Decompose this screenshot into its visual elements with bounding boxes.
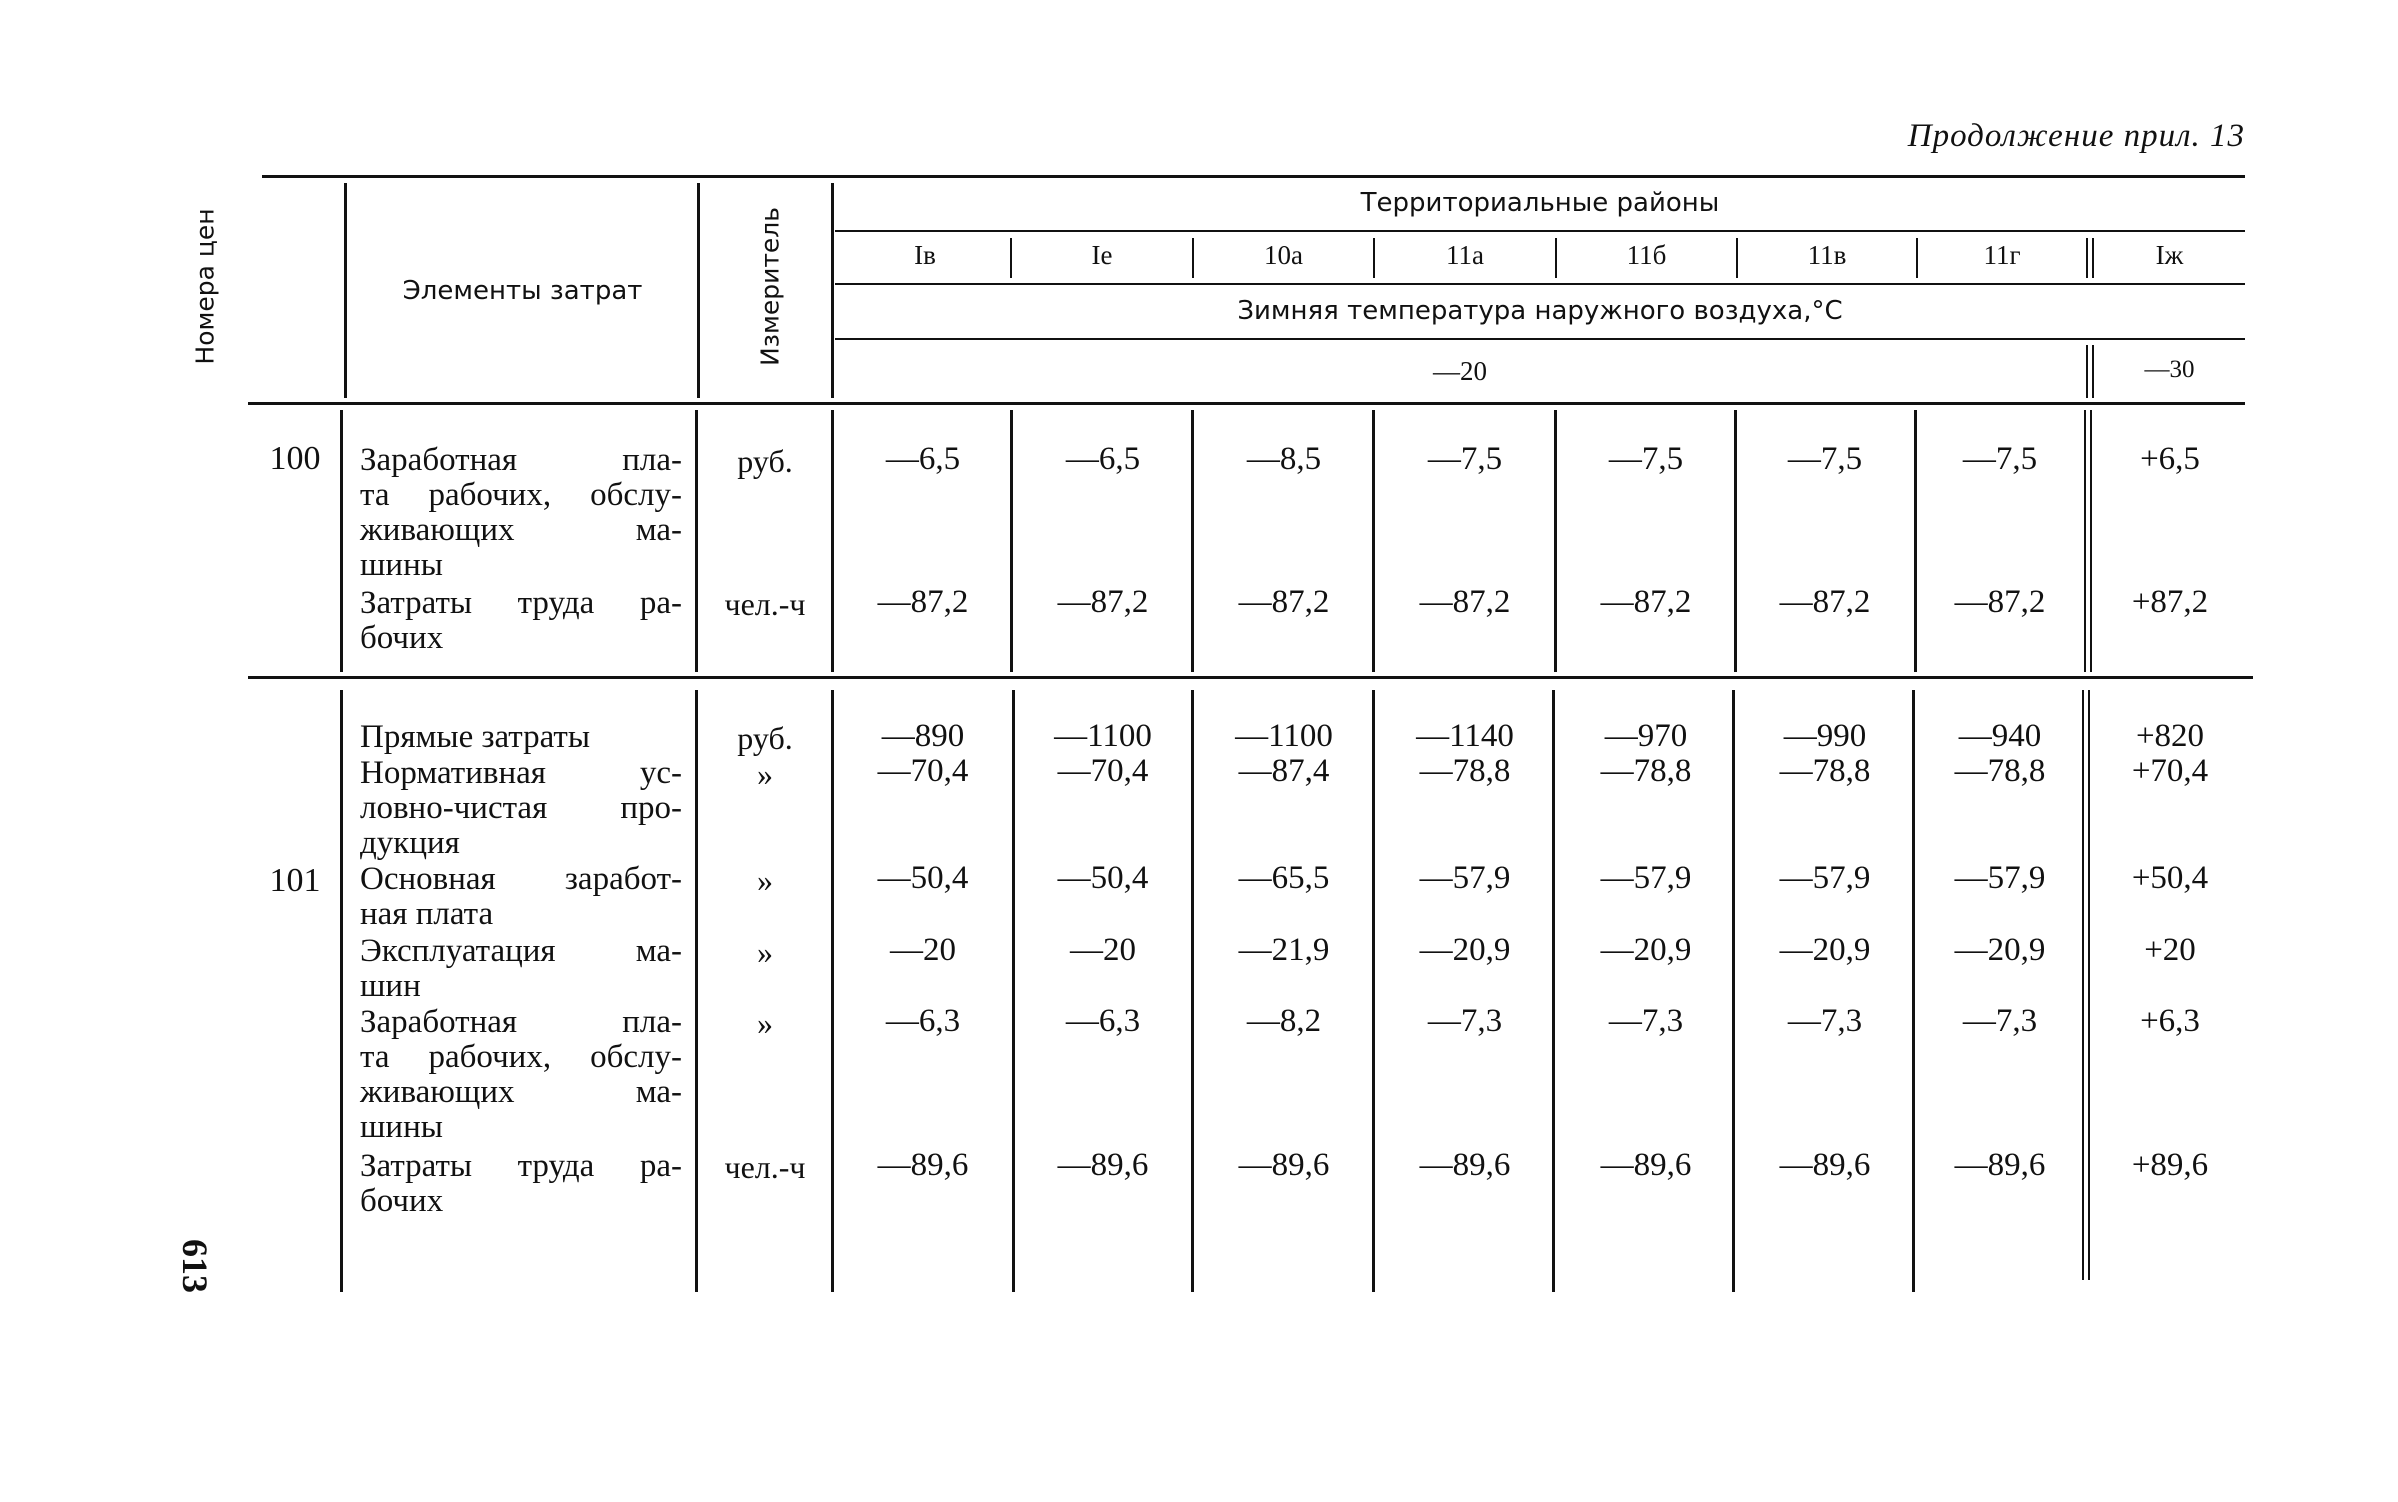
value-cell: —1100 (1235, 718, 1333, 754)
value-cell: —70,4 (1057, 753, 1149, 789)
col-line-5 (1191, 410, 1194, 672)
value-cell: —6,5 (1065, 441, 1141, 477)
col-line-6 (1372, 410, 1375, 672)
region-label: 11б (1626, 240, 1667, 270)
value-cell: —20,9 (1419, 932, 1511, 968)
col-line-3 (831, 183, 834, 398)
col-line-5 (1191, 690, 1194, 1292)
value-cell: —89,6 (1779, 1147, 1871, 1183)
unit: чел.-ч (724, 586, 806, 622)
value-cell: —1140 (1416, 718, 1514, 754)
col-line-1 (340, 410, 343, 672)
value-cell: —7,5 (1962, 441, 2038, 477)
temp-group-1: —20 (1433, 356, 1487, 386)
value-cell: —78,8 (1419, 753, 1511, 789)
value-cell: +6,3 (2140, 1003, 2200, 1039)
temp-sep-double (2086, 345, 2088, 398)
value-cell: —50,4 (1057, 860, 1149, 896)
value-cell: —57,9 (1779, 860, 1871, 896)
col-line-7 (1554, 410, 1557, 672)
value-cell: —87,2 (1419, 584, 1511, 620)
value-cell: —7,3 (1608, 1003, 1684, 1039)
value-cell: —7,5 (1427, 441, 1503, 477)
cost-element: Нормативная ус- ловно-чистая про- дукция (360, 755, 682, 861)
header-price-number: Номера цен (190, 208, 220, 365)
region-label: 11в (1807, 240, 1847, 270)
value-cell: —89,6 (1954, 1147, 2046, 1183)
value-cell: +20 (2144, 932, 2196, 968)
unit: руб. (737, 443, 793, 479)
region-label: Iе (1091, 240, 1113, 270)
value-cell: —65,5 (1238, 860, 1330, 896)
col-line-1 (344, 183, 347, 398)
value-cell: —57,9 (1954, 860, 2046, 896)
value-cell: —70,4 (877, 753, 969, 789)
value-cell: —89,6 (1600, 1147, 1692, 1183)
value-cell: —87,4 (1238, 753, 1330, 789)
continuation-label: Продолжение прил. 13 (1907, 118, 2245, 154)
region-label: 11г (1983, 240, 2021, 270)
regions-title-rule (835, 230, 2245, 232)
value-cell: —970 (1604, 718, 1688, 754)
region-sep-double (2086, 238, 2088, 278)
value-cell: —87,2 (1954, 584, 2046, 620)
value-cell: —8,2 (1246, 1003, 1322, 1039)
value-cell: —890 (881, 718, 965, 754)
value-cell: —20,9 (1600, 932, 1692, 968)
col-line-8 (1734, 410, 1737, 672)
value-cell: —20,9 (1954, 932, 2046, 968)
col-line-4 (1010, 410, 1013, 672)
header-bottom-rule (248, 402, 2245, 405)
value-cell: —87,2 (1057, 584, 1149, 620)
value-cell: —6,5 (885, 441, 961, 477)
price-number: 100 (269, 440, 321, 477)
value-cell: —78,8 (1779, 753, 1871, 789)
table-top-rule (262, 175, 2245, 178)
value-cell: —7,3 (1427, 1003, 1503, 1039)
cost-element: Затраты труда ра- бочих (360, 1148, 682, 1219)
cost-element: Прямые затраты (360, 719, 591, 755)
unit: » (757, 756, 773, 792)
value-cell: —21,9 (1238, 932, 1330, 968)
cost-element: Заработная пла- та рабочих, обслу- живающих ма- шины (360, 442, 682, 583)
temp-group-2: —30 (2144, 356, 2195, 383)
cost-element: Основная заработ- ная плата (360, 861, 682, 932)
value-cell: —89,6 (1238, 1147, 1330, 1183)
value-cell: —87,2 (1238, 584, 1330, 620)
value-cell: +820 (2135, 718, 2205, 754)
value-cell: —78,8 (1954, 753, 2046, 789)
value-cell: +50,4 (2131, 860, 2209, 896)
unit: руб. (737, 720, 793, 756)
col-line-6 (1372, 690, 1375, 1292)
unit: » (757, 934, 773, 970)
value-cell: —50,4 (877, 860, 969, 896)
value-cell: +87,2 (2131, 584, 2209, 620)
value-cell: —6,3 (1065, 1003, 1141, 1039)
col-line-2 (695, 690, 698, 1292)
value-cell: —7,3 (1962, 1003, 2038, 1039)
value-cell: —87,2 (1600, 584, 1692, 620)
value-cell: —8,5 (1246, 441, 1322, 477)
value-cell: —89,6 (877, 1147, 969, 1183)
header-temperature-title: Зимняя температура наружного воздуха,°С (1237, 296, 1843, 326)
value-cell: —20 (1070, 932, 1136, 968)
value-cell: —6,3 (885, 1003, 961, 1039)
unit: » (757, 862, 773, 898)
col-line-2 (695, 410, 698, 672)
value-cell: +6,5 (2140, 441, 2200, 477)
price-number: 101 (269, 862, 321, 899)
col-line-7 (1552, 690, 1555, 1292)
header-elements: Элементы затрат (402, 276, 643, 306)
region-label: Iж (2155, 240, 2184, 270)
col-line-8 (1732, 690, 1735, 1292)
region-label: 11а (1446, 240, 1484, 270)
value-cell: —1100 (1054, 718, 1152, 754)
header-measure: Измеритель (755, 207, 785, 367)
col-line-3 (831, 410, 834, 672)
cost-element: Заработная пла- та рабочих, обслу- живающих ма- шины (360, 1004, 682, 1145)
unit: чел.-ч (724, 1149, 806, 1185)
unit: » (757, 1005, 773, 1041)
page-number: 613 (175, 1239, 215, 1293)
value-cell: —7,5 (1787, 441, 1863, 477)
col-line-3 (831, 690, 834, 1292)
value-cell: —7,3 (1787, 1003, 1863, 1039)
col-line-4 (1012, 690, 1015, 1292)
value-cell: —20,9 (1779, 932, 1871, 968)
value-cell: —89,6 (1057, 1147, 1149, 1183)
regions-row-rule (835, 283, 2245, 285)
value-cell: +89,6 (2131, 1147, 2209, 1183)
col-line-1 (340, 690, 343, 1292)
header-regions-title: Территориальные районы (1360, 188, 1720, 218)
value-cell: —990 (1783, 718, 1867, 754)
region-label: 10а (1264, 240, 1303, 270)
value-cell: —20 (890, 932, 956, 968)
value-cell: —57,9 (1419, 860, 1511, 896)
cost-element: Эксплуатация ма- шин (360, 933, 682, 1004)
value-cell: —940 (1958, 718, 2042, 754)
value-cell: +70,4 (2131, 753, 2209, 789)
col-line-2 (697, 183, 700, 398)
value-cell: —87,2 (1779, 584, 1871, 620)
value-cell: —57,9 (1600, 860, 1692, 896)
value-cell: —89,6 (1419, 1147, 1511, 1183)
value-cell: —87,2 (877, 584, 969, 620)
value-cell: —7,5 (1608, 441, 1684, 477)
temperature-rule (835, 338, 2245, 340)
cost-element: Затраты труда ра- бочих (360, 585, 682, 656)
value-cell: —78,8 (1600, 753, 1692, 789)
region-label: Iв (914, 240, 936, 270)
group-divider-rule (248, 676, 2253, 679)
